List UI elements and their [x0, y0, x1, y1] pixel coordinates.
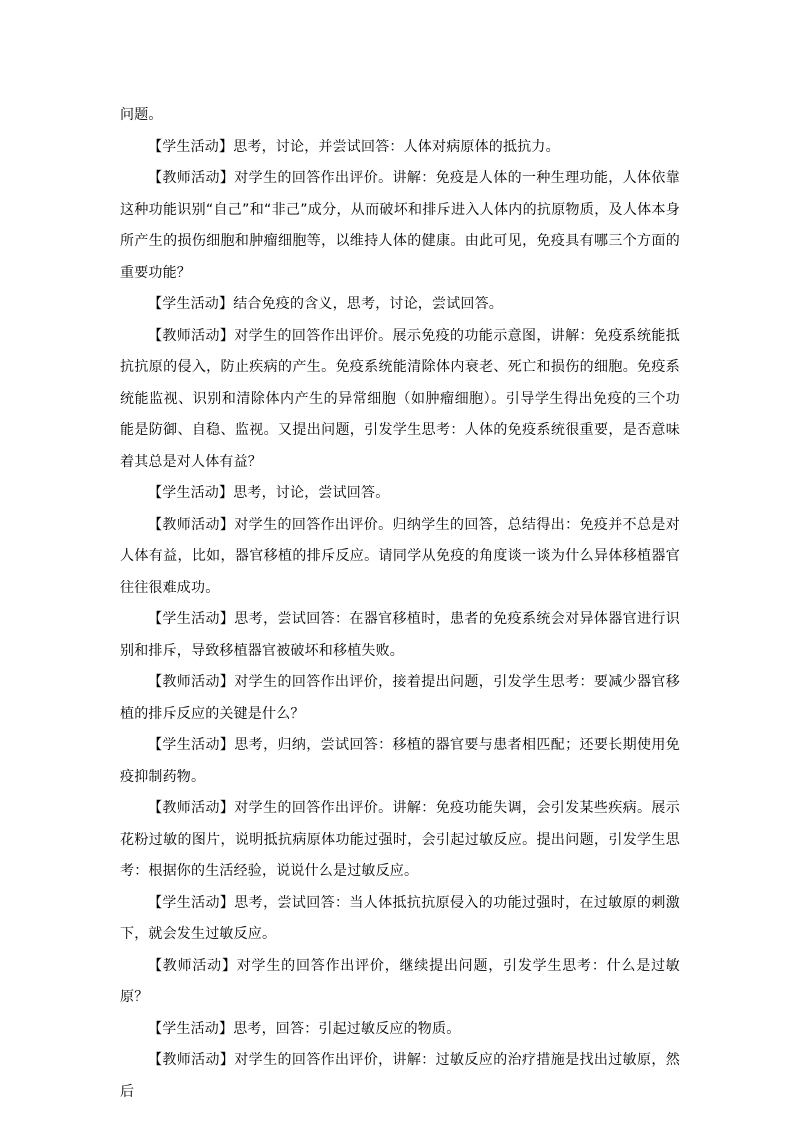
paragraph-student-activity: 【学生活动】思考，讨论，尝试回答。 [148, 485, 390, 501]
paragraph-teacher-activity: 【教师活动】对学生的回答作出评价，继续提出问题，引发学生思考：什么是过敏原？ [120, 957, 680, 1005]
paragraph-student-activity: 【学生活动】思考，尝试回答：当人体抵抗抗原侵入的功能过强时，在过敏原的刺激下，就会发生过敏反应。 [120, 894, 680, 942]
paragraph-continuation: 问题。 [120, 107, 163, 123]
paragraph-student-activity: 【学生活动】思考，尝试回答：在器官移植时，患者的免疫系统会对异体器官进行识别和排斥，导致移植器官被破坏和移植失败。 [120, 611, 680, 659]
paragraph-teacher-activity: 【教师活动】对学生的回答作出评价。归纳学生的回答，总结得出：免疫并不总是对人体有益，比如，器官移植的排斥反应。请同学从免疫的角度谈一谈为什么异体移植器官往往很难成功。 [120, 516, 680, 596]
paragraph-student-activity: 【学生活动】思考，回答：引起过敏反应的物质。 [148, 1020, 461, 1037]
paragraph-teacher-activity: 【教师活动】对学生的回答作出评价，接着提出问题，引发学生思考：要减少器官移植的排斥反应的关键是什么？ [120, 674, 680, 722]
paragraph-teacher-activity: 【教师活动】对学生的回答作出评价，讲解：过敏反应的治疗措施是找出过敏原，然后 [120, 1052, 680, 1100]
paragraph-student-activity: 【学生活动】思考，归纳，尝试回答：移植的器官要与患者相匹配；还要长期使用免疫抑制药物。 [120, 737, 680, 785]
paragraph-student-activity: 【学生活动】结合免疫的含义，思考，讨论，尝试回答。 [148, 296, 503, 312]
paragraph-teacher-activity: 【教师活动】对学生的回答作出评价。展示免疫的功能示意图，讲解：免疫系统能抵抗抗原的侵入，防止疾病的产生。免疫系统能清除体内衰老、死亡和损伤的细胞。免疫系统能监视、识别和清除体内产生的异常细胞（如肿瘤细胞）。引导学生得出免疫的三个功能是防御、自稳、监视。又提出问题，引发学生思考：人体的免疫系统很重要，是否意味着其总是对人体有益？ [120, 327, 680, 470]
paragraph-teacher-activity: 【教师活动】对学生的回答作出评价。讲解：免疫是人体的一种生理功能，人体依靠这种功能识别“自己”和“非己”成分，从而破坏和排斥进入人体内的抗原物质，及人体本身所产生的损伤细胞和肿瘤细胞等，以维持人体的健康。由此可见，免疫具有哪三个方面的重要功能？ [120, 170, 680, 281]
document-body [120, 100, 680, 1108]
paragraph-teacher-activity: 【教师活动】对学生的回答作出评价。讲解：免疫功能失调，会引发某些疾病。展示花粉过敏的图片，说明抵抗病原体功能过强时，会引起过敏反应。提出问题，引发学生思考：根据你的生活经验，说说什么是过敏反应。 [120, 800, 680, 879]
paragraph-student-activity: 【学生活动】思考，讨论，并尝试回答：人体对病原体的抵抗力。 [148, 138, 560, 155]
